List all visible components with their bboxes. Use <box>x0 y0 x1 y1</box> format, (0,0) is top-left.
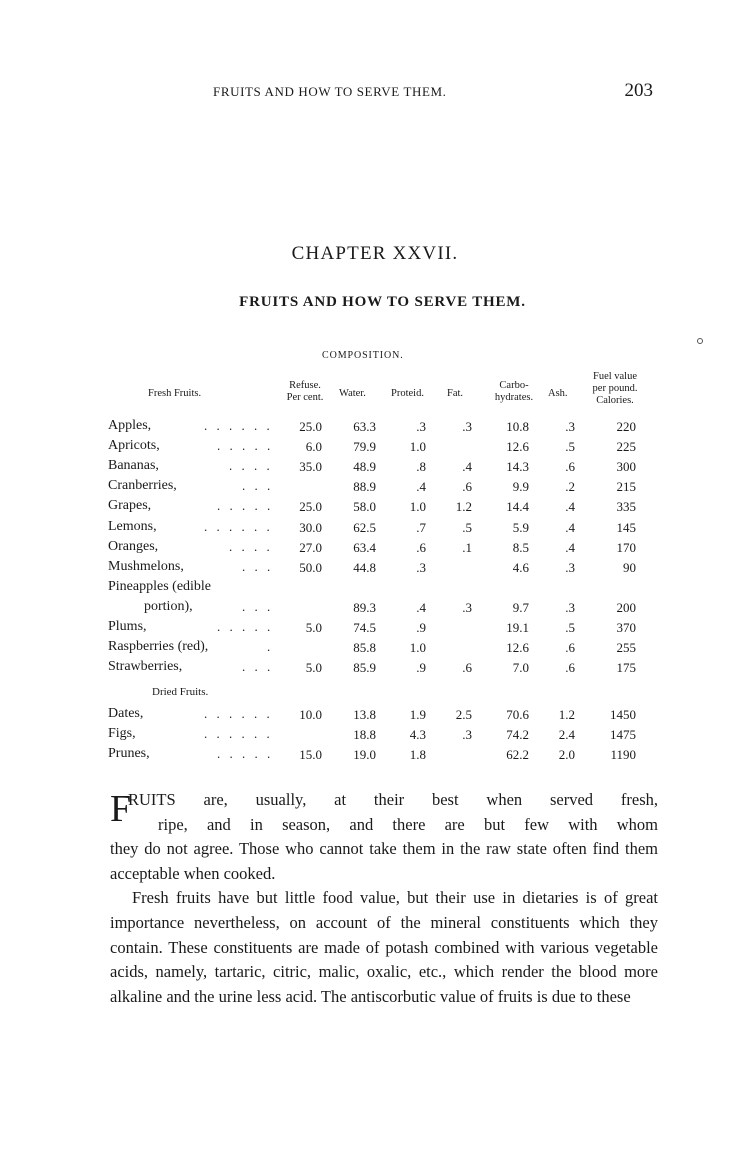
fresh-fruit-row <box>108 579 668 599</box>
refuse-cell: 30.0 <box>299 519 322 535</box>
fruit-name: Grapes, <box>108 498 152 514</box>
carbo-cell: 70.6 <box>506 707 529 722</box>
dried-fruits-heading: Dried Fruits. <box>152 686 209 698</box>
fresh-fruit-row <box>108 498 668 518</box>
refuse-cell: 10.0 <box>299 707 322 722</box>
fresh-fruit-row <box>108 418 668 438</box>
refuse-cell: 15.0 <box>299 747 322 763</box>
drop-cap: F <box>110 788 132 830</box>
fresh-fruit-row <box>108 559 668 579</box>
fuel-cell: 175 <box>616 660 636 676</box>
fuel-cell: 215 <box>616 479 636 495</box>
leader-dots: . . . . . <box>217 746 274 762</box>
water-cell: 63.4 <box>353 539 376 555</box>
proteid-cell: .9 <box>416 620 426 635</box>
refuse-cell: 6.0 <box>305 439 322 455</box>
carbo-cell: 12.6 <box>506 640 529 656</box>
fresh-fruit-row <box>108 458 668 478</box>
proteid-cell: .6 <box>416 539 426 555</box>
ash-cell: 2.4 <box>558 727 575 743</box>
fat-cell: .6 <box>462 660 472 676</box>
water-cell: 89.3 <box>353 599 376 615</box>
water-cell: 44.8 <box>353 559 376 575</box>
fruit-name: portion), <box>144 598 193 614</box>
ash-cell: .6 <box>565 640 575 656</box>
refuse-cell: 25.0 <box>299 419 322 434</box>
ash-cell: .3 <box>565 559 575 575</box>
header-water: Water. <box>339 388 366 399</box>
fresh-fruit-row <box>108 659 668 679</box>
carbo-cell: 14.3 <box>506 459 529 475</box>
chapter-title: FRUITS AND HOW TO SERVE THEM. <box>239 294 526 310</box>
composition-label: COMPOSITION. <box>322 350 404 361</box>
proteid-cell: .7 <box>416 519 426 535</box>
leader-dots: . . . . . <box>217 619 274 634</box>
fresh-fruit-row <box>108 438 668 458</box>
header-refuse-line2: Per cent. <box>286 392 324 403</box>
water-cell: 74.5 <box>353 620 376 635</box>
carbo-cell: 5.9 <box>512 519 529 535</box>
carbo-cell: 10.8 <box>506 419 529 434</box>
leader-dots: . . . . . . <box>204 518 273 534</box>
ash-cell: .6 <box>565 660 575 676</box>
header-carbo-line1: Carbo- <box>499 380 529 391</box>
fat-cell: .5 <box>462 519 472 535</box>
leader-dots: . . . . . <box>217 438 274 454</box>
carbo-cell: 74.2 <box>506 727 529 743</box>
fresh-fruit-row <box>108 519 668 539</box>
proteid-cell: 1.8 <box>409 747 426 763</box>
ash-cell: .6 <box>565 459 575 475</box>
fuel-cell: 300 <box>616 459 636 475</box>
dried-fruit-row <box>108 726 668 746</box>
proteid-cell: .4 <box>416 479 426 495</box>
fruit-name: Prunes, <box>108 746 150 762</box>
fruit-name: Lemons, <box>108 518 157 534</box>
fruit-name: Plums, <box>108 619 147 634</box>
fresh-fruit-row <box>108 639 668 659</box>
leader-dots: . . . . . . <box>204 726 273 742</box>
leader-dots: . . . . . . <box>204 418 273 433</box>
carbo-cell: 9.9 <box>512 479 529 495</box>
carbo-cell: 7.0 <box>512 660 529 676</box>
carbo-cell: 4.6 <box>512 559 529 575</box>
leader-dots: . . . . . . <box>204 706 273 721</box>
leader-dots: . . . . <box>229 458 273 474</box>
fuel-cell: 225 <box>616 439 636 455</box>
water-cell: 19.0 <box>353 747 376 763</box>
water-cell: 85.8 <box>353 640 376 656</box>
carbo-cell: 9.7 <box>512 599 529 615</box>
header-fuel-value <box>579 371 651 407</box>
fat-cell: 1.2 <box>455 499 472 515</box>
fat-cell: .3 <box>462 599 472 615</box>
leader-dots: . . . <box>242 598 274 614</box>
carbo-cell: 62.2 <box>506 747 529 763</box>
carbo-cell: 8.5 <box>512 539 529 555</box>
proteid-cell: 1.0 <box>409 499 426 515</box>
paragraph-1 <box>110 788 658 886</box>
proteid-cell: .8 <box>416 459 426 475</box>
fresh-fruit-row <box>108 478 668 498</box>
proteid-cell: .3 <box>416 419 426 434</box>
running-head-title: FRUITS AND HOW TO SERVE THEM. <box>213 84 447 99</box>
fresh-fruit-row <box>108 599 668 619</box>
water-cell: 48.9 <box>353 459 376 475</box>
page-number: 203 <box>624 80 653 101</box>
ash-cell: .5 <box>565 620 575 635</box>
fuel-cell: 145 <box>616 519 636 535</box>
leader-dots: . . . <box>242 558 274 574</box>
fruit-name: Oranges, <box>108 538 159 554</box>
fresh-fruit-row <box>108 539 668 559</box>
ash-cell: .4 <box>565 519 575 535</box>
ash-cell: .3 <box>565 599 575 615</box>
water-cell: 13.8 <box>353 707 376 722</box>
fuel-cell: 370 <box>616 620 636 635</box>
fat-cell: .6 <box>462 479 472 495</box>
fat-cell: 2.5 <box>455 707 472 722</box>
fruit-name: Cranberries, <box>108 478 177 494</box>
paragraph-2: Fresh fruits have but little food value, but their use in dietaries is of great importance nevertheless, on account of the mineral constituents which they contain. These constituents are made of potash combined with various vegetable acids, namely, tartaric, citric, malic, oxalic, etc., which render the blood more alkaline and the urine less acid. The antiscorbutic value of fruits is due to these <box>110 888 658 1006</box>
carbo-cell: 12.6 <box>506 439 529 455</box>
proteid-cell: .3 <box>416 559 426 575</box>
fuel-cell: 220 <box>616 419 636 434</box>
fat-cell: .3 <box>462 727 472 743</box>
fuel-cell: 170 <box>616 539 636 555</box>
running-head <box>108 80 653 104</box>
water-cell: 58.0 <box>353 499 376 515</box>
fuel-cell: 1475 <box>610 727 636 743</box>
leader-dots: . . . . <box>229 538 273 554</box>
fuel-cell: 90 <box>623 559 636 575</box>
header-fat: Fat. <box>447 388 464 399</box>
fuel-cell: 335 <box>616 499 636 515</box>
header-refuse <box>274 380 336 404</box>
water-cell: 88.9 <box>353 479 376 495</box>
leader-dots: . . . . . <box>217 498 274 514</box>
proteid-cell: 1.0 <box>409 439 426 455</box>
ash-cell: 1.2 <box>558 707 575 722</box>
paragraph-1-rest: they do not agree. Those who cannot take them in the raw state often find them acceptable when cooked. <box>110 839 658 883</box>
header-refuse-line1: Refuse. <box>289 380 321 391</box>
ash-cell: .4 <box>565 539 575 555</box>
fat-cell: .3 <box>462 419 472 434</box>
refuse-cell: 27.0 <box>299 539 322 555</box>
fuel-cell: 1190 <box>610 747 636 763</box>
proteid-cell: 1.9 <box>409 707 426 722</box>
header-fuel-line1: Fuel value <box>592 371 638 382</box>
proteid-cell: .9 <box>416 660 426 676</box>
refuse-cell: 50.0 <box>299 559 322 575</box>
proteid-cell: 4.3 <box>409 727 426 743</box>
water-cell: 79.9 <box>353 439 376 455</box>
fruit-name: Figs, <box>108 726 136 742</box>
water-cell: 18.8 <box>353 727 376 743</box>
water-cell: 62.5 <box>353 519 376 535</box>
ash-cell: .3 <box>565 419 575 434</box>
fruit-name: Dates, <box>108 706 144 721</box>
fresh-fruit-row <box>108 619 668 639</box>
paragraph-1-line-1: RUITS are, usually, at their best when served fresh, <box>128 790 658 809</box>
fruit-name: Apricots, <box>108 438 160 454</box>
header-proteid: Proteid. <box>391 388 424 399</box>
paragraph-1-line-2: ripe, and in season, and there are but few with whom <box>158 814 658 834</box>
fruit-name: Raspberries (red), <box>108 639 209 655</box>
fat-cell: .1 <box>462 539 472 555</box>
fuel-cell: 1450 <box>610 707 636 722</box>
dried-fruit-row <box>108 706 668 726</box>
fuel-cell: 200 <box>616 599 636 615</box>
refuse-cell: 5.0 <box>305 620 322 635</box>
fruit-name: Strawberries, <box>108 659 183 675</box>
fruit-name: Bananas, <box>108 458 159 474</box>
header-ash: Ash. <box>548 388 568 399</box>
ash-cell: 2.0 <box>558 747 575 763</box>
header-carbohydrates <box>483 380 545 404</box>
fuel-cell: 255 <box>616 640 636 656</box>
refuse-cell: 25.0 <box>299 499 322 515</box>
dried-fruit-row <box>108 746 668 766</box>
header-fuel-line2: per pound. <box>592 383 638 394</box>
stray-ink-mark <box>697 338 703 344</box>
ash-cell: .4 <box>565 499 575 515</box>
header-carbo-line2: hydrates. <box>494 392 534 403</box>
ash-cell: .5 <box>565 439 575 455</box>
fruit-name: Apples, <box>108 418 152 433</box>
proteid-cell: 1.0 <box>409 640 426 656</box>
refuse-cell: 5.0 <box>305 660 322 676</box>
body-text <box>110 788 658 1009</box>
ash-cell: .2 <box>565 479 575 495</box>
carbo-cell: 14.4 <box>506 499 529 515</box>
leader-dots: . . . <box>242 478 274 494</box>
chapter-number: CHAPTER XXVII. <box>291 243 459 264</box>
header-fresh-fruits: Fresh Fruits. <box>148 388 202 399</box>
refuse-cell: 35.0 <box>299 459 322 475</box>
leader-dots: . . . <box>242 659 274 675</box>
leader-dots: . <box>267 639 274 655</box>
water-cell: 63.3 <box>353 419 376 434</box>
proteid-cell: .4 <box>416 599 426 615</box>
fruit-name: Mushmelons, <box>108 558 184 574</box>
fat-cell: .4 <box>462 459 472 475</box>
fruit-name: Pineapples (edible <box>108 578 212 594</box>
carbo-cell: 19.1 <box>506 620 529 635</box>
header-fuel-line3: Calories. <box>596 395 634 406</box>
water-cell: 85.9 <box>353 660 376 676</box>
